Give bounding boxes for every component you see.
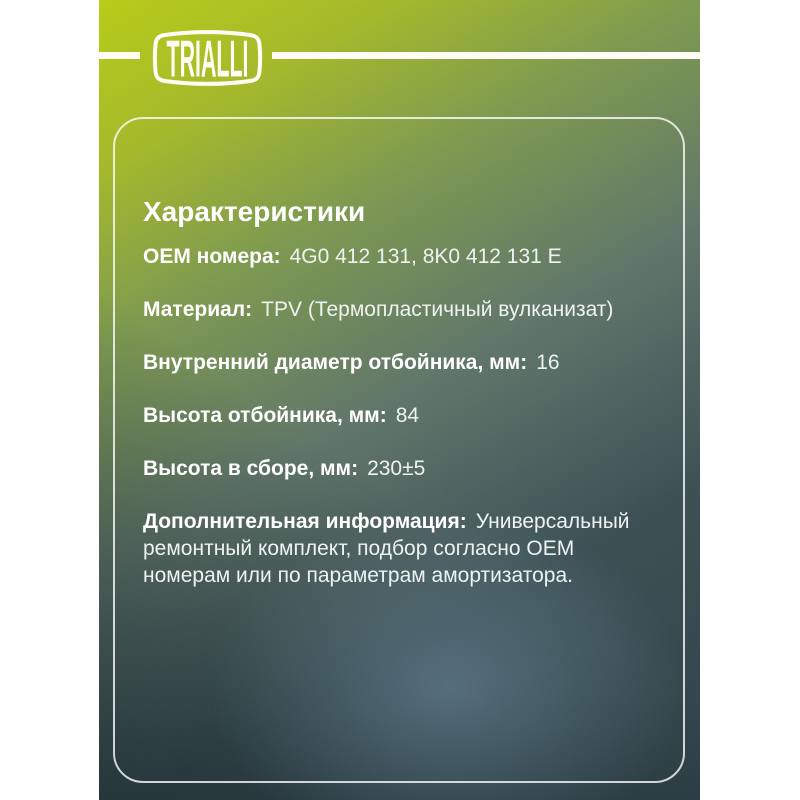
spec-label: Дополнительная информация:	[143, 510, 467, 533]
spec-value: 84	[395, 404, 420, 427]
spec-value: 4G0 412 131, 8K0 412 131 E	[289, 245, 562, 268]
spec-value: 16	[536, 351, 560, 374]
spec-label: OEM номера:	[143, 245, 281, 268]
spec-row-additional-info	[143, 508, 633, 589]
spec-row-bumper-height	[143, 402, 663, 430]
spec-value: 230±5	[367, 457, 426, 480]
spec-label: Высота в сборе, мм:	[143, 457, 359, 480]
divider-line-right	[272, 52, 700, 59]
trialli-logo	[150, 29, 265, 87]
gradient-background-panel	[99, 0, 700, 800]
spec-row-oem	[143, 243, 663, 271]
divider-line-left	[99, 52, 140, 59]
spec-label: Высота отбойника, мм:	[143, 404, 387, 427]
spec-row-inner-diameter	[143, 349, 663, 377]
spec-value: TPV (Термопластичный вулканизат)	[261, 298, 614, 321]
trialli-logo-text: TRIALLI	[166, 29, 249, 87]
spec-label: Внутренний диаметр отбойника, мм:	[143, 351, 528, 374]
spec-row-material	[143, 296, 663, 324]
spec-label: Материал:	[143, 298, 253, 321]
spec-row-assembled-height	[143, 455, 663, 483]
specs-card	[113, 117, 685, 783]
spec-value: Универсальный ремонтный комплект, подбор согласно OEM номерам или по параметрам амортизатора.	[143, 510, 630, 587]
card-title: Характеристики	[143, 196, 366, 227]
